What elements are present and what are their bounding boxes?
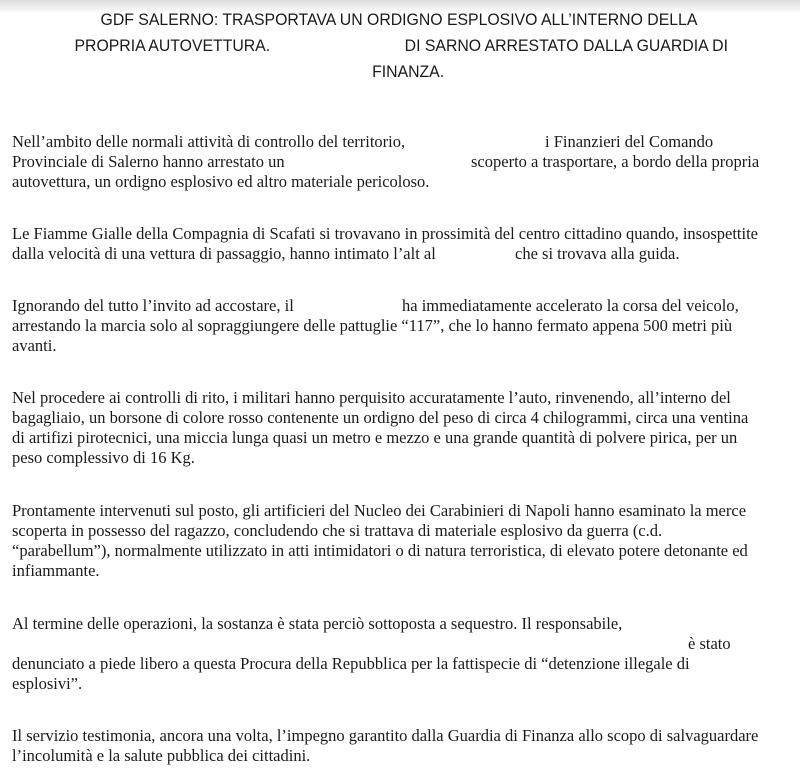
text-line: avanti. xyxy=(12,336,57,355)
text-line: ha immediatamente accelerato la corsa del veicolo, xyxy=(402,296,739,315)
text-line: Nell’ambito delle normali attività di controllo del territorio, xyxy=(12,132,406,151)
text-line: esplosivi”. xyxy=(12,674,83,693)
text-line: è stato xyxy=(688,634,731,653)
text-line: Nel procedere ai controlli di rito, i militari hanno perquisito accuratamente l’auto, rinvenendo, all’interno del xyxy=(12,388,731,407)
text-line: Le Fiamme Gialle della Compagnia di Scafati si trovavano in prossimità del centro cittadino quando, insospettite xyxy=(12,224,758,243)
text-line: “parabellum”), normalmente utilizzato in atti intimidatori o di natura terroristica, di elevato potere detonante ed xyxy=(12,541,748,560)
title-line-2a: PROPRIA AUTOVETTURA. xyxy=(74,36,271,55)
text-line: l’incolumità e la salute pubblica dei cittadini. xyxy=(12,746,311,765)
text-line: di artifizi pirotecnici, una miccia lunga quasi un metro e mezzo e una grande quantità di polvere pirica, per un xyxy=(12,428,738,447)
title-line-2b: DI SARNO ARRESTATO DALLA GUARDIA DI xyxy=(404,36,728,55)
text-line: Ignorando del tutto l’invito ad accostare, il xyxy=(12,296,294,315)
text-line: Provinciale di Salerno hanno arrestato un xyxy=(12,152,285,171)
text-line: denunciato a piede libero a questa Procura della Repubblica per la fattispecie di “detenzione illegale di xyxy=(12,654,690,673)
title-line-1: GDF SALERNO: TRASPORTAVA UN ORDIGNO ESPLOSIVO ALL’INTERNO DELLA xyxy=(100,10,698,29)
text-line: arrestando la marcia solo al sopraggiungere delle pattuglie “117”, che lo hanno fermato appena 500 metri più xyxy=(12,316,733,335)
text-line: scoperta in possesso del ragazzo, concludendo che si trattava di materiale esplosivo da guerra (c.d. xyxy=(12,521,663,540)
text-line: Il servizio testimonia, ancora una volta, l’impegno garantito dalla Guardia di Finanza allo scopo di salvaguardare xyxy=(12,726,759,745)
text-line: i Finanzieri del Comando xyxy=(545,132,714,151)
text-line: che si trovava alla guida. xyxy=(515,244,680,263)
title-line-3: FINANZA. xyxy=(372,62,445,81)
text-line: peso complessivo di 16 Kg. xyxy=(12,448,195,467)
text-line: scoperto a trasportare, a bordo della propria xyxy=(471,152,760,171)
text-line: Al termine delle operazioni, la sostanza è stata perciò sottoposta a sequestro. Il responsabile, xyxy=(12,614,623,633)
text-line: autovettura, un ordigno esplosivo ed altro materiale pericoloso. xyxy=(12,172,430,191)
text-line: dalla velocità di una vettura di passaggio, hanno intimato l’alt al xyxy=(12,244,436,263)
text-line: bagagliaio, un borsone di colore rosso contenente un ordigno del peso di circa 4 chilogrammi, circa una ventina xyxy=(12,408,749,427)
text-line: Prontamente intervenuti sul posto, gli artificieri del Nucleo dei Carabinieri di Napoli hanno esaminato la merce xyxy=(12,501,747,520)
text-line: infiammante. xyxy=(12,561,100,580)
